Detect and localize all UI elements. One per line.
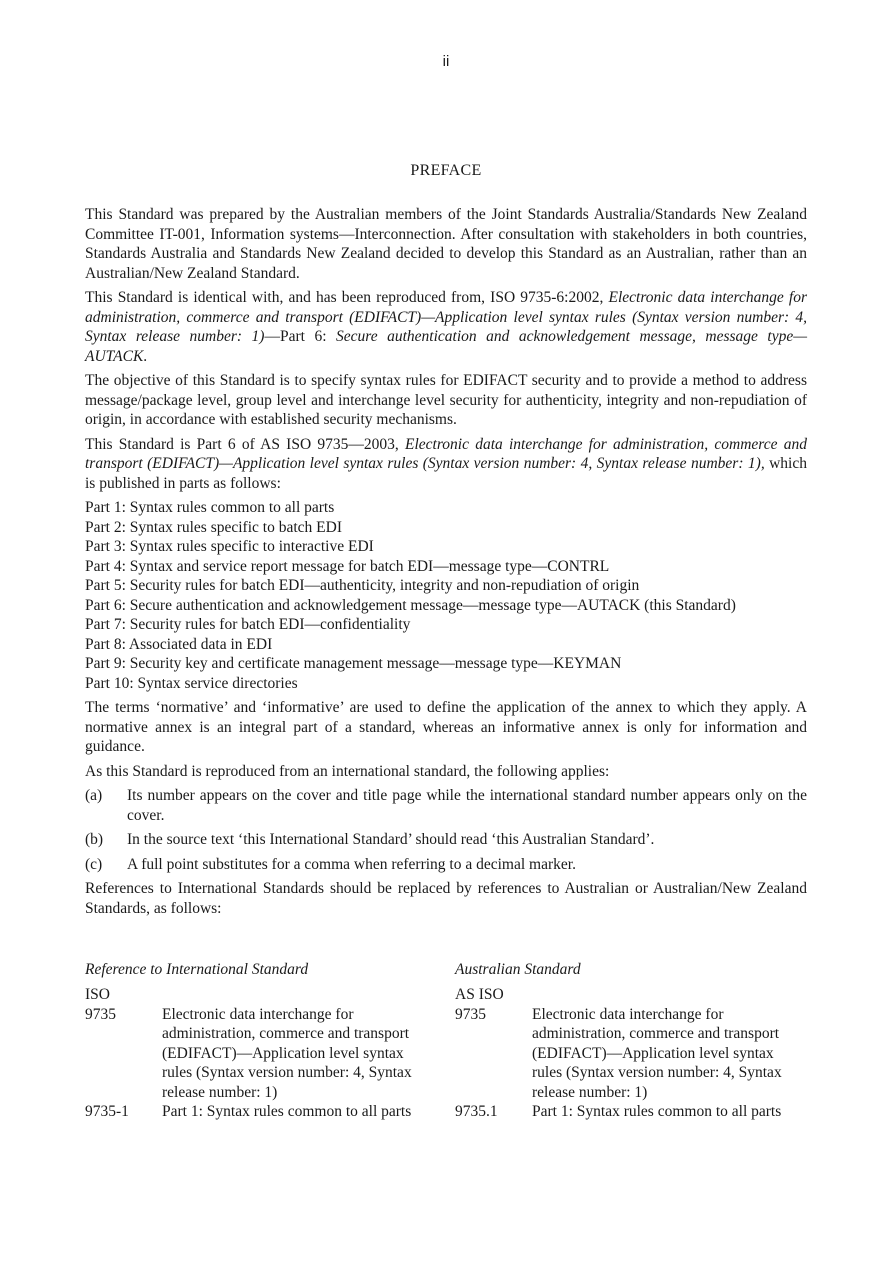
column-heading: Australian Standard [455,961,581,978]
part-title: Secure authentication and acknowledgement message, message type—AUTACK [85,328,808,365]
list-text: In the source text ‘this International Standard’ should read ‘this Australian Standard’. [127,831,655,848]
australian-standard-column [455,960,805,1122]
list-item: Part 2: Syntax rules specific to batch EDI [85,518,342,536]
list-item: Part 7: Security rules for batch EDI—confidentiality [85,616,411,633]
standard-number: 9735.1 [455,1103,498,1120]
standard-title: Electronic data interchange for administration, commerce and transport (EDIFACT)—Application level syntax rules (Syntax version number: 4, Syntax release number: 1) [85,289,807,345]
list-item [85,830,807,850]
paragraph-objective: The objective of this Standard is to specify syntax rules for EDIFACT security and to provide a method to address message/package level, group level and interchange level security for authenticity, integrity and non-repudiation of origin, in accordance with established security mechanisms. [85,372,807,428]
paragraph-applies: As this Standard is reproduced from an international standard, the following applies: [85,762,610,780]
paragraph-parts-intro [85,435,807,494]
standard-description: Electronic data interchange for administration, commerce and transport (EDIFACT)—Application level syntax rules (Syntax version number: 4, Syntax release number: 1) [532,1005,782,1101]
parts-list [85,498,807,693]
part-number-text: —Part 6: [264,328,337,345]
list-text: Its number appears on the cover and title page while the international standard number appears only on the cover. [127,787,807,824]
list-label: (b) [85,831,104,848]
page-title: PREFACE [410,162,482,179]
paragraph-normative: The terms ‘normative’ and ‘informative’ are used to define the application of the annex to which they apply. A normative annex is an integral part of a standard, whereas an informative annex is only for information and guidance. [85,699,807,755]
column-prefix: AS ISO [455,986,504,1003]
applies-list [85,786,807,874]
sentence-end: . [143,347,148,365]
paragraph-identical [85,288,807,366]
parts-intro-end: which is published in parts as follows: [85,455,807,492]
parts-intro-lead: This Standard is Part 6 of AS ISO 9735—2003, [85,435,405,453]
paragraph-identical-lead: This Standard is identical with, and has been reproduced from, ISO 9735-6:2002, [85,289,609,306]
list-item: Part 1: Syntax rules common to all parts [85,499,335,516]
paragraph-references: References to International Standards should be replaced by references to Australian or Australian/New Zealand Standards, as follows: [85,880,807,917]
list-item: Part 9: Security key and certificate management message—message type—KEYMAN [85,655,622,672]
table-row [455,1102,805,1122]
list-item: Part 3: Syntax rules specific to interactive EDI [85,538,374,555]
column-heading: Reference to International Standard [85,961,309,978]
list-item: Part 5: Security rules for batch EDI—authenticity, integrity and non-repudiation of origin [85,577,640,594]
series-title: Electronic data interchange for administration, commerce and transport (EDIFACT)—Application level syntax rules (Syntax version number: 4, Syntax release number: 1), [85,435,807,472]
international-standard-column [85,960,435,1122]
standard-number: 9735-1 [85,1103,129,1120]
list-item: Part 4: Syntax and service report message for batch EDI—message type—CONTRL [85,557,610,575]
standard-number: 9735 [85,1005,116,1023]
list-item [85,786,807,825]
page-number: ii [442,53,450,70]
list-item [85,855,807,875]
list-text: A full point substitutes for a comma when referring to a decimal marker. [127,855,576,873]
standard-number: 9735 [455,1005,486,1023]
paragraph-committee: This Standard was prepared by the Australian members of the Joint Standards Australia/Standards New Zealand Committee IT-001, Information systems—Interconnection. After consultation with stakeholders in both countries, Standards Australia and Standards New Zealand decided to develop this Standard as an Australian, rather than an Australian/New Zealand Standard. [85,206,807,282]
column-prefix: ISO [85,986,110,1003]
list-item: Part 10: Syntax service directories [85,674,298,692]
table-row [85,1005,435,1103]
table-row [85,1102,435,1122]
standard-description: Electronic data interchange for administration, commerce and transport (EDIFACT)—Application level syntax rules (Syntax version number: 4, Syntax release number: 1) [162,1005,412,1101]
standard-description: Part 1: Syntax rules common to all parts [162,1103,412,1120]
list-item: Part 8: Associated data in EDI [85,635,273,653]
list-item: Part 6: Secure authentication and acknowledgement message—message type—AUTACK (this Standard) [85,596,736,614]
table-row [455,1005,805,1103]
list-label: (c) [85,855,103,873]
list-label: (a) [85,787,103,804]
preface-body [85,205,807,923]
standard-description: Part 1: Syntax rules common to all parts [532,1103,782,1120]
